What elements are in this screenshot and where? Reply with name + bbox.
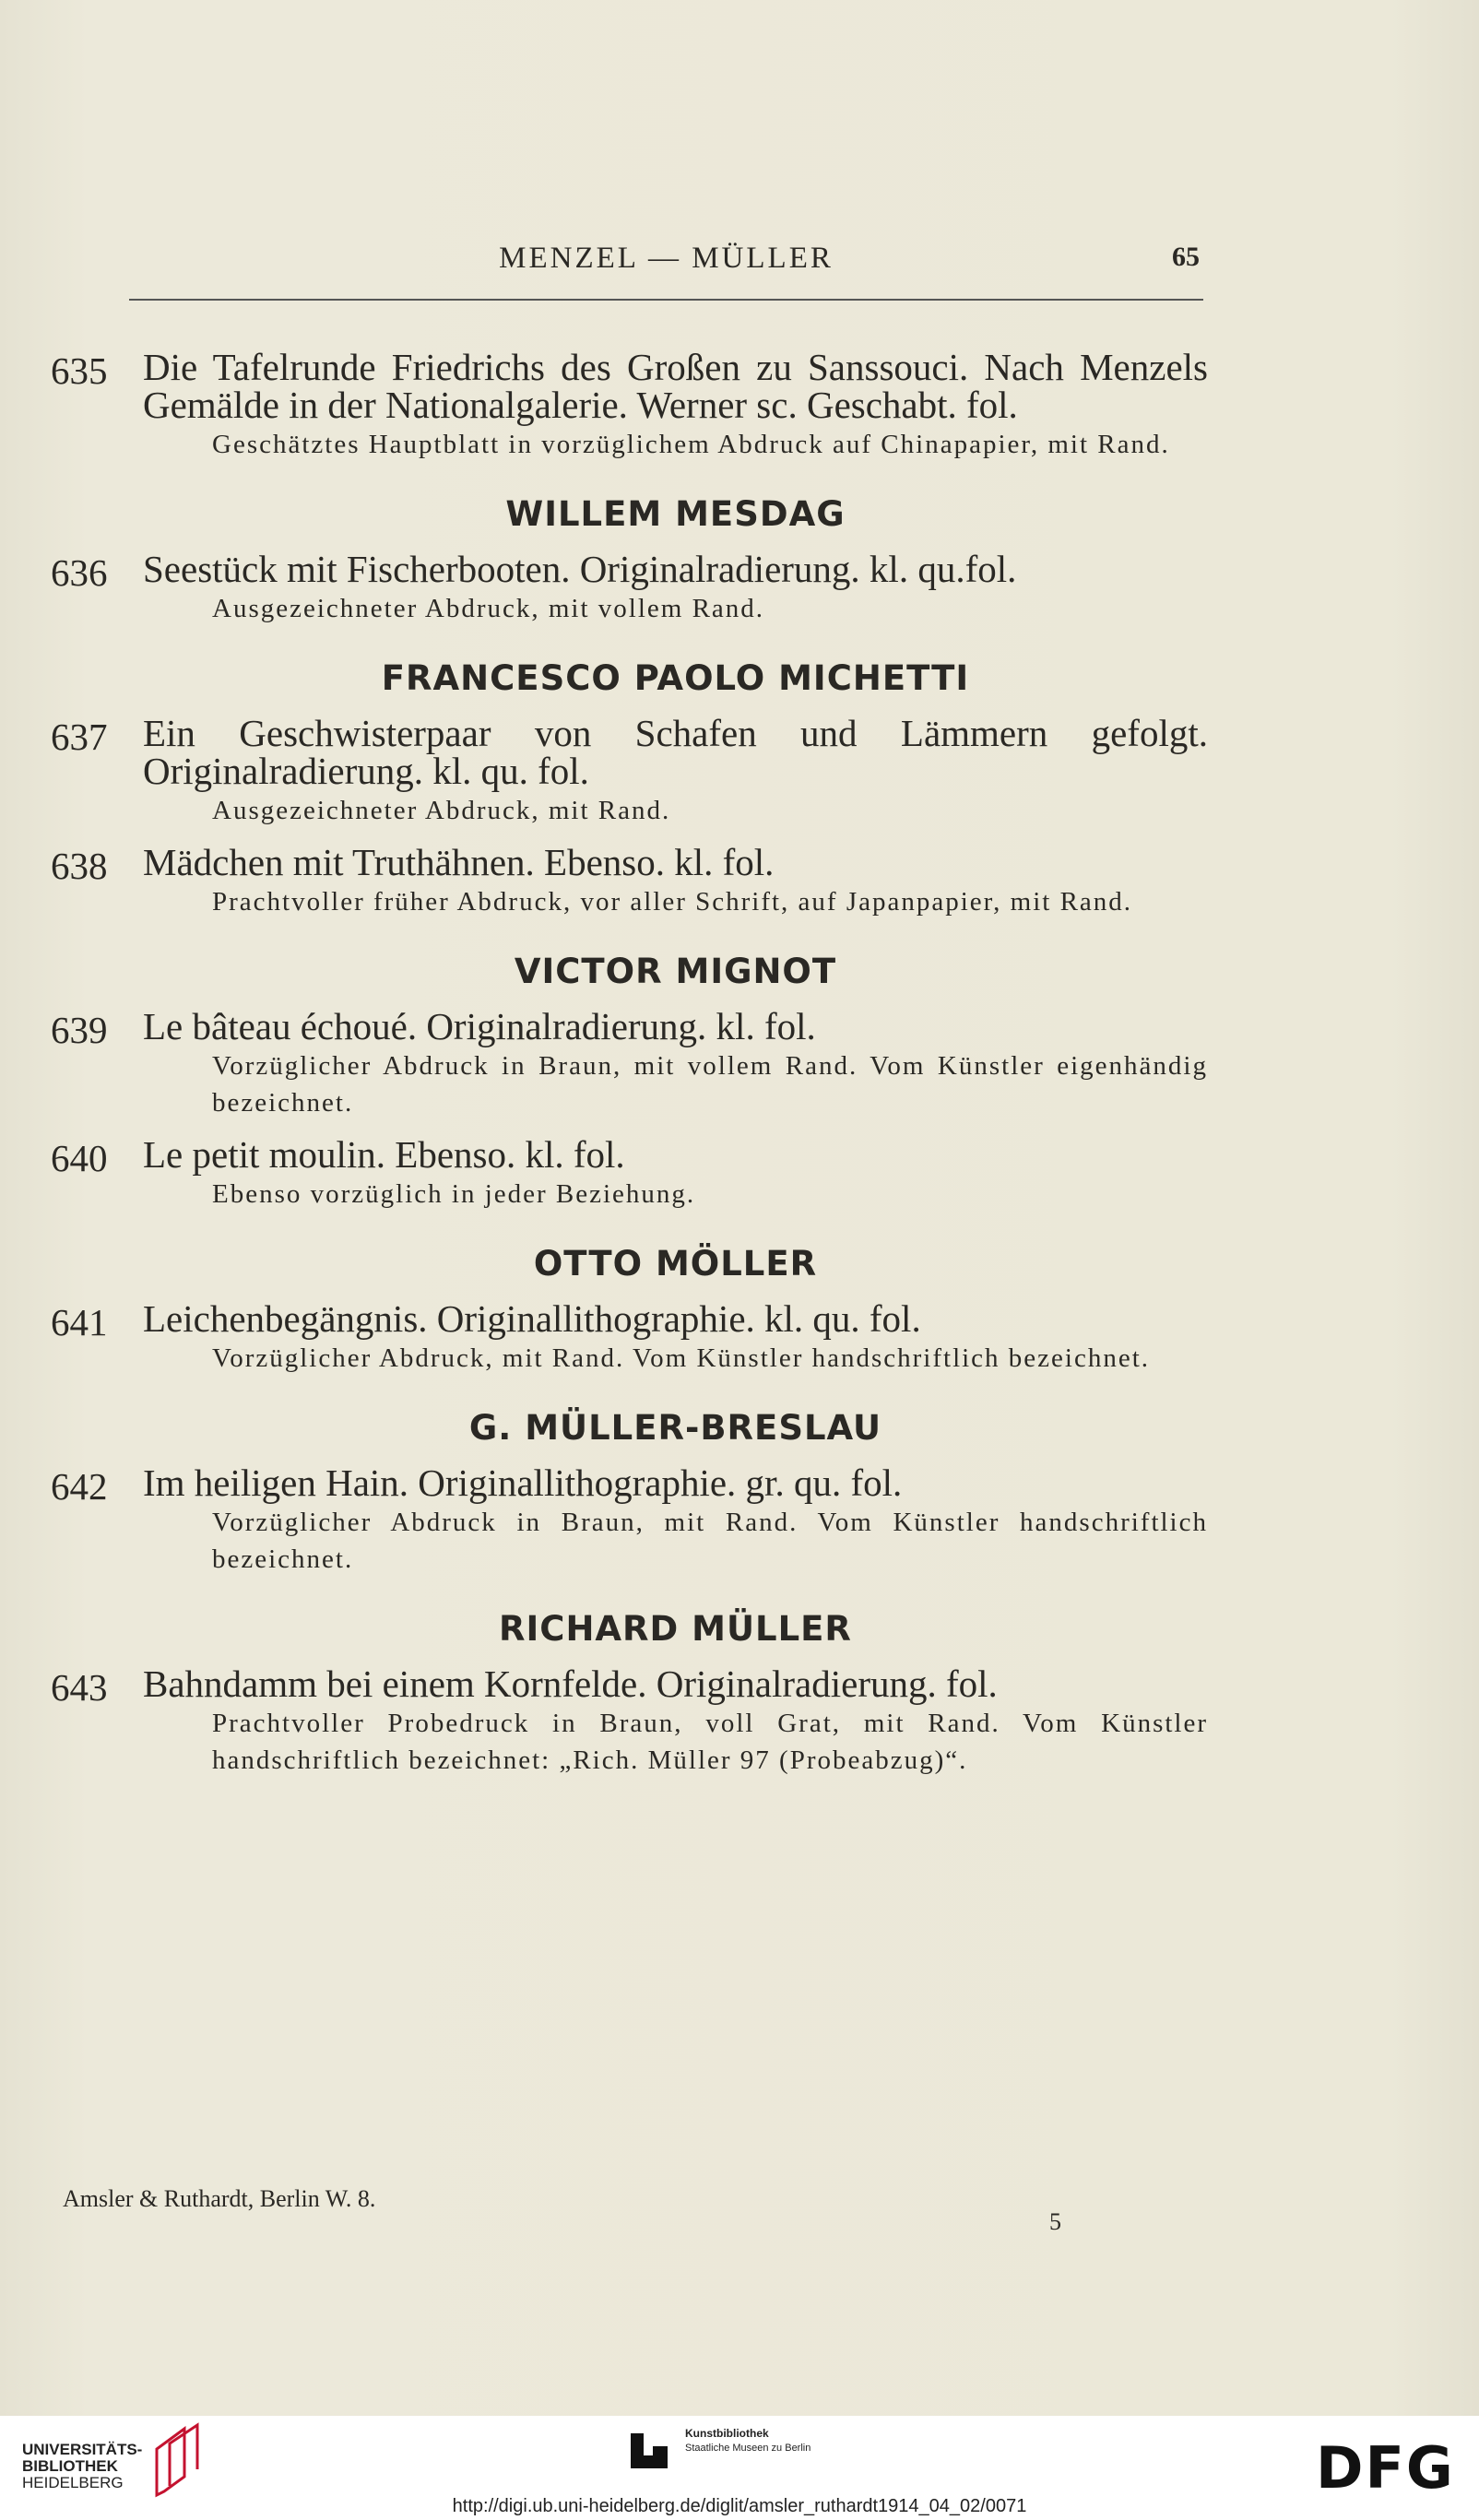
entry-note: Vorzüglicher Abdruck in Braun, mit Rand. Vom Künstler handschriftlich bezeichnet. [212,1508,1208,1574]
artist-heading: G. MÜLLER-BRESLAU [468,1408,882,1448]
entry-number: 643 [51,1666,108,1709]
entry-note: Ausgezeichneter Abdruck, mit vollem Rand. [212,594,765,623]
catalog-section [51,1408,1208,1578]
running-head-title: MENZEL — MÜLLER [499,242,834,275]
header-rule [129,299,1203,301]
kb-name: Kunstbibliothek [685,2427,769,2440]
catalog-entry [51,550,1208,627]
entry-number: 636 [51,551,108,594]
entry-title: Leichenbegängnis. Originallithographie. kl. qu. fol. [143,1297,921,1340]
entry-note: Prachtvoller Probedruck in Braun, voll Grat, mit Rand. Vom Künstler handschriftlich bezeichnet: „Rich. Müller 97 (Probeabzug)“. [212,1709,1208,1775]
kb-subtitle: Staatliche Museen zu Berlin [685,2443,811,2454]
entry-note: Vorzüglicher Abdruck, mit Rand. Vom Künstler handschriftlich bezeichnet. [212,1343,1151,1373]
dfg-logo[interactable]: DFG [1316,2434,1455,2502]
catalog-section [51,494,1208,627]
library-name-line2: BIBLIOTHEK [22,2457,118,2475]
entry-note: Vorzüglicher Abdruck in Braun, mit vollem Rand. Vom Künstler eigenhändig bezeichnet. [212,1051,1208,1118]
university-library-logo-text[interactable] [22,2442,142,2491]
artist-heading: WILLEM MESDAG [505,494,846,534]
kunstbibliothek-text [685,2427,810,2455]
entry-number: 635 [51,349,108,392]
entry-number: 639 [51,1009,108,1051]
entry-title: Bahndamm bei einem Kornfelde. Originalradierung. fol. [143,1662,998,1705]
entry-number: 640 [51,1137,108,1179]
entry-number: 641 [51,1301,108,1343]
catalog-section [51,1609,1208,1779]
entry-number: 642 [51,1465,108,1508]
catalog-section [51,952,1208,1213]
signature-mark: 5 [1049,2208,1061,2235]
entry-note: Ausgezeichneter Abdruck, mit Rand. [212,796,671,825]
entry-title: Le petit moulin. Ebenso. kl. fol. [143,1133,625,1176]
entry-number: 637 [51,716,108,758]
running-head [129,242,1203,284]
catalog-section [51,658,1208,920]
entry-title: Le bâteau échoué. Originalradierung. kl. fol. [143,1005,816,1047]
catalog-entry [51,346,1208,463]
entry-title: Seestück mit Fischerbooten. Originalradierung. kl. qu.fol. [143,548,1017,590]
artist-heading: OTTO MÖLLER [533,1244,818,1284]
catalog-section [51,1244,1208,1377]
entry-title: Die Tafelrunde Friedrichs des Großen zu Sanssouci. Nach Menzels Gemälde in der Nationalgalerie. Werner sc. Geschabt. fol. [143,346,1208,426]
catalog-entry [51,1662,1208,1779]
catalog-entry [51,1461,1208,1578]
catalog-entry [51,1133,1208,1213]
catalog-section [51,346,1208,463]
entry-title: Mädchen mit Truthähnen. Ebenso. kl. fol. [143,841,775,883]
entry-note: Prachtvoller früher Abdruck, vor aller Schrift, auf Japanpapier, mit Rand. [212,887,1133,917]
artist-heading: VICTOR MIGNOT [514,952,837,991]
catalog-entry [51,1297,1208,1377]
kunstbibliothek-logo-icon[interactable] [627,2428,671,2472]
artist-heading: RICHARD MÜLLER [499,1609,852,1649]
entry-number: 638 [51,845,108,887]
library-emblem-icon[interactable] [148,2421,207,2499]
catalog-entry [51,712,1208,829]
entry-title: Im heiligen Hain. Originallithographie. gr. qu. fol. [143,1461,903,1504]
entry-note: Geschätztes Hauptblatt in vorzüglichem Abdruck auf Chinapapier, mit Rand. [212,430,1170,459]
library-name-line1: UNIVERSITÄTS- [22,2441,143,2458]
catalog-entry [51,1005,1208,1121]
permalink-url[interactable]: http://digi.ub.uni-heidelberg.de/diglit/amsler_ruthardt1914_04_02/0071 [452,2496,1027,2516]
printer-imprint: Amsler & Ruthardt, Berlin W. 8. [63,2185,376,2212]
page-number: 65 [1172,242,1200,272]
catalog-content [51,346,1208,1793]
entry-title: Ein Geschwisterpaar von Schafen und Lämmern gefolgt. Originalradierung. kl. qu. fol. [143,712,1208,792]
catalog-entry [51,841,1208,920]
library-name-line3: HEIDELBERG [22,2474,124,2491]
entry-note: Ebenso vorzüglich in jeder Beziehung. [212,1179,696,1209]
artist-heading: FRANCESCO PAOLO MICHETTI [381,658,970,698]
